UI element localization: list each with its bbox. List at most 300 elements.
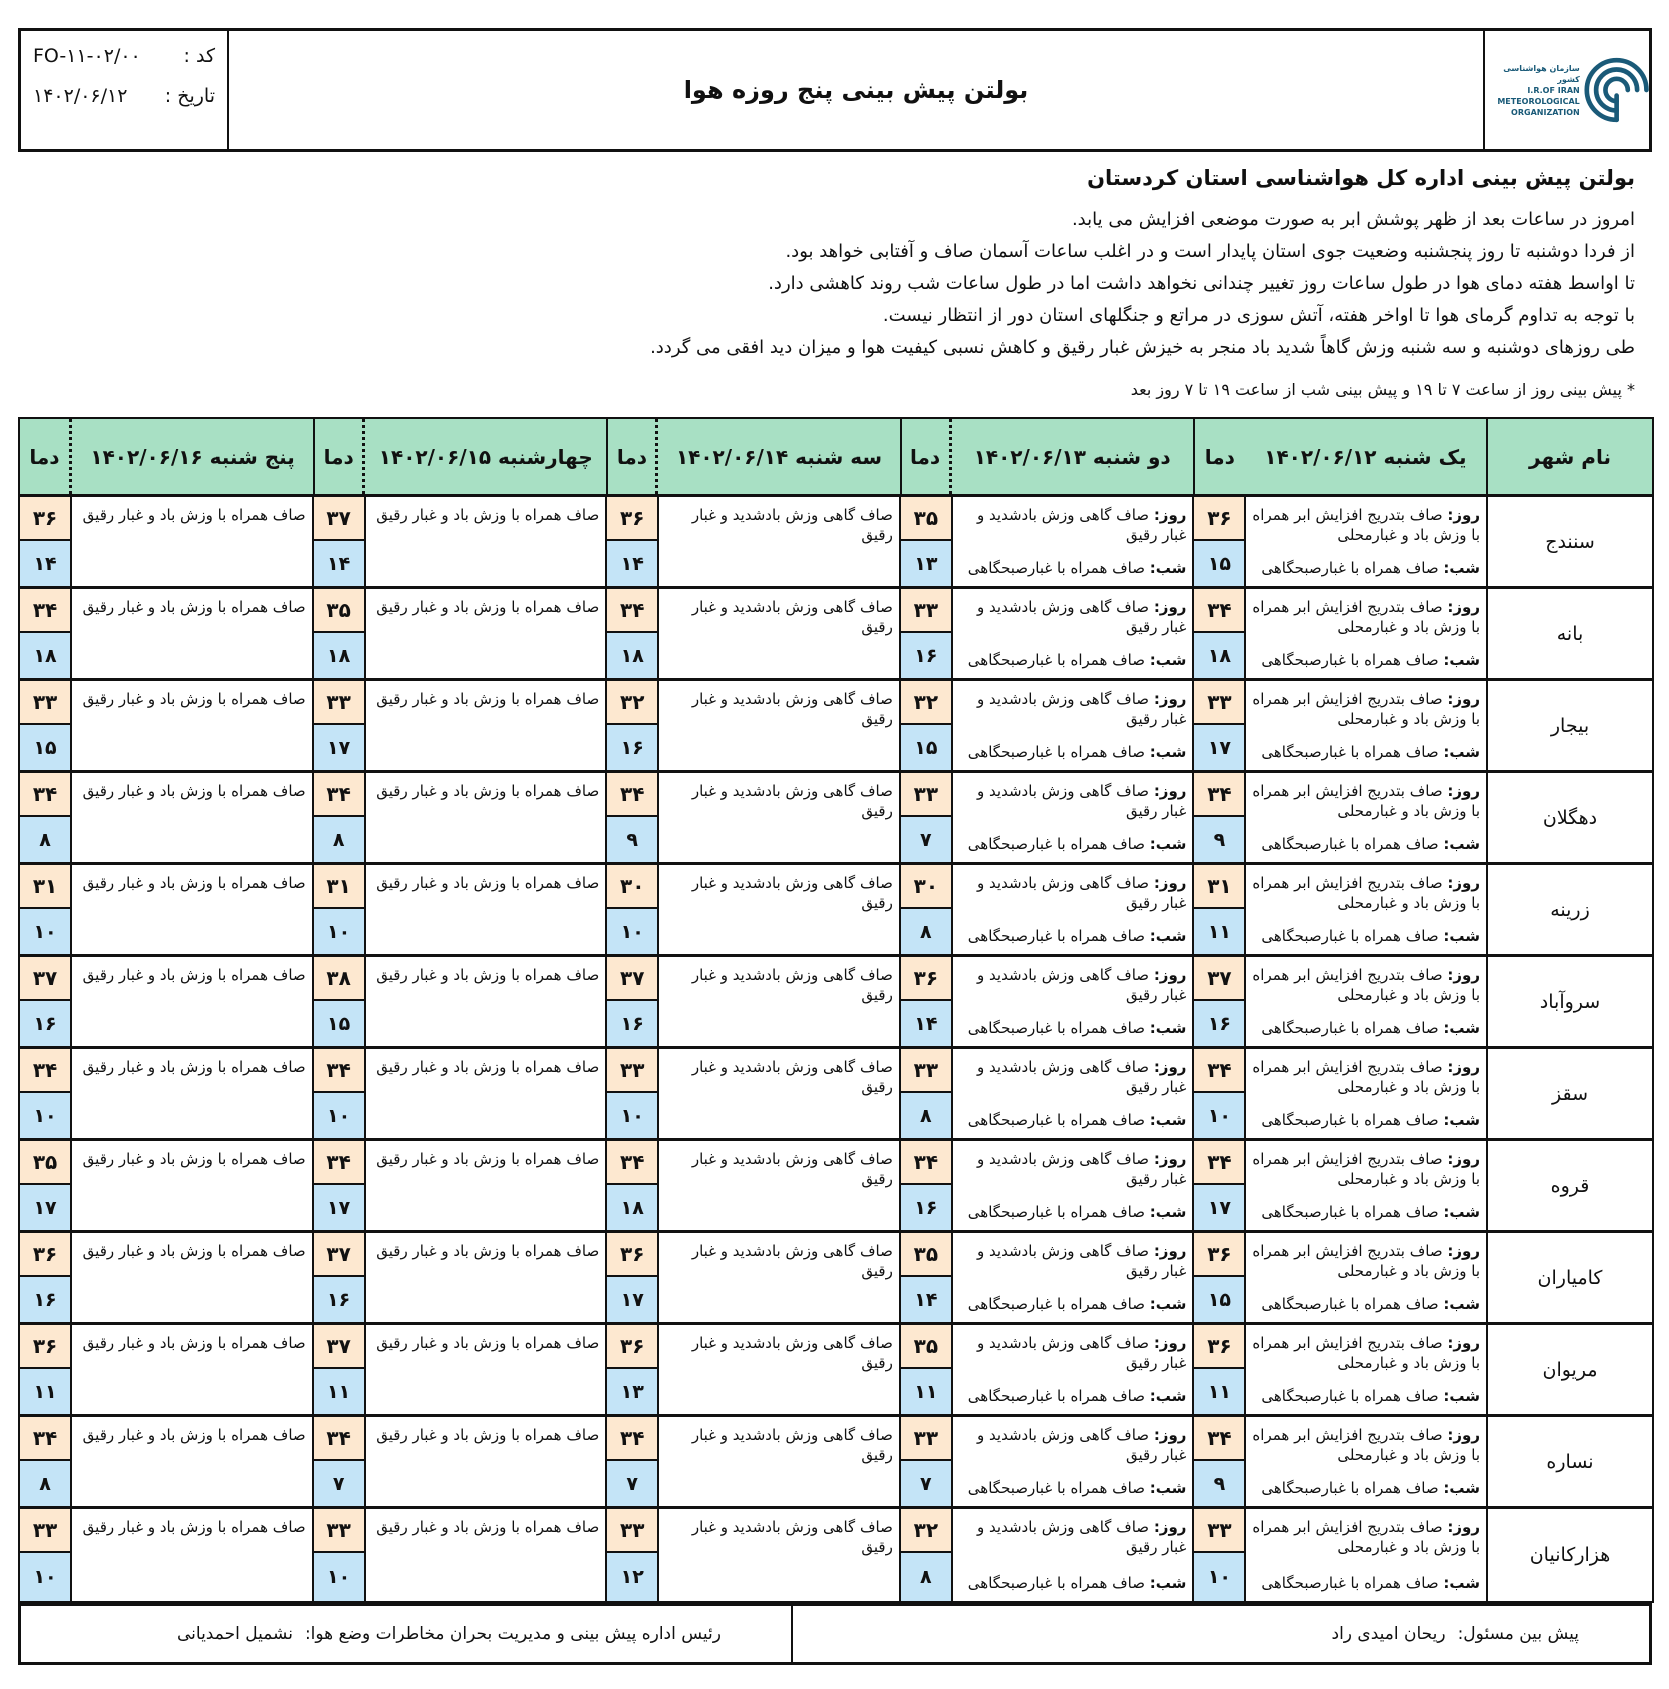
- min-temperature: ۱۶: [607, 725, 657, 770]
- night-label: شب:: [1443, 1111, 1480, 1129]
- weather-description: [1246, 1325, 1486, 1414]
- day-label: روز:: [1447, 966, 1480, 984]
- temperature-cell: [20, 1233, 72, 1322]
- max-temperature: ۳۲: [607, 681, 657, 725]
- max-temperature: ۳۷: [314, 1325, 364, 1369]
- max-temperature: ۳۶: [901, 957, 951, 1001]
- night-text: صاف همراه با غبارصبحگاهی: [967, 1111, 1145, 1129]
- temp-column-header: دما: [20, 419, 72, 494]
- day-forecast-cell: [605, 1417, 899, 1506]
- night-label: شب:: [1443, 927, 1480, 945]
- weather-description: [953, 1141, 1193, 1230]
- night-text: صاف همراه با غبارصبحگاهی: [1261, 559, 1439, 577]
- day-label: روز:: [1153, 690, 1187, 708]
- max-temperature: ۳۳: [901, 1417, 951, 1461]
- max-temperature: ۳۶: [607, 497, 657, 541]
- day-label: روز:: [1447, 782, 1480, 800]
- max-temperature: ۳۵: [901, 1233, 951, 1277]
- night-label: شب:: [1443, 1203, 1480, 1221]
- table-row: [20, 681, 1652, 773]
- day-description: [959, 781, 1187, 821]
- description-text: صاف همراه با وزش باد و غبار رقیق: [82, 1058, 306, 1076]
- weather-description: [1246, 681, 1486, 770]
- description-text: صاف گاهی وزش بادشدید و غبار رقیق: [691, 1150, 893, 1188]
- night-text: صاف همراه با غبارصبحگاهی: [967, 651, 1145, 669]
- description-text: صاف گاهی وزش بادشدید و غبار رقیق: [691, 1242, 893, 1280]
- day-description: [959, 1425, 1187, 1465]
- max-temperature: ۳۷: [1194, 957, 1244, 1001]
- day-label: روز:: [1447, 1426, 1480, 1444]
- day-forecast-cell: [20, 1049, 312, 1138]
- max-temperature: ۳۰: [901, 865, 951, 909]
- description-text: صاف همراه با وزش باد و غبار رقیق: [376, 1334, 600, 1352]
- max-temperature: ۳۳: [901, 589, 951, 633]
- weather-description: [659, 773, 899, 862]
- night-description: [1261, 1573, 1480, 1593]
- temperature-cell: [314, 1141, 366, 1230]
- day-forecast-cell: [20, 1509, 312, 1601]
- weather-description: [1246, 1509, 1486, 1601]
- max-temperature: ۳۵: [901, 497, 951, 541]
- temperature-cell: [1194, 865, 1246, 954]
- min-temperature: ۱۷: [20, 1185, 70, 1230]
- temperature-cell: [20, 773, 72, 862]
- night-text: صاف همراه با غبارصبحگاهی: [1261, 1295, 1439, 1313]
- day-label: روز:: [1447, 690, 1480, 708]
- bulletin-title: بولتن پیش بینی اداره کل هواشناسی استان کردستان: [1087, 166, 1635, 190]
- weather-description: [1246, 497, 1486, 586]
- day-text: صاف گاهی وزش بادشدید و غبار رقیق: [977, 598, 1187, 636]
- min-temperature: ۱۸: [314, 633, 364, 678]
- weather-description: [659, 497, 899, 586]
- weather-description: [366, 497, 606, 586]
- day-label: روز:: [1153, 1242, 1187, 1260]
- night-description: [1261, 1110, 1480, 1130]
- temperature-cell: [314, 1509, 366, 1601]
- day-description: [959, 597, 1187, 637]
- night-label: شب:: [1443, 1387, 1480, 1405]
- min-temperature: ۱۵: [1194, 541, 1244, 586]
- day-forecast-cell: [605, 865, 899, 954]
- day-forecast-cell: [312, 1049, 606, 1138]
- day-forecast-cell: [312, 1509, 606, 1601]
- temperature-cell: [20, 1509, 72, 1601]
- description-text: صاف همراه با وزش باد و غبار رقیق: [82, 1242, 306, 1260]
- temperature-cell: [607, 1509, 659, 1601]
- min-temperature: ۱۸: [607, 1185, 657, 1230]
- max-temperature: ۳۴: [1194, 773, 1244, 817]
- night-description: [968, 650, 1187, 670]
- max-temperature: ۳۴: [1194, 1417, 1244, 1461]
- day-forecast-cell: [1192, 497, 1486, 586]
- date-value: ۱۴۰۲/۰۶/۱۲: [33, 85, 128, 107]
- city-column-header: نام شهر: [1486, 419, 1652, 494]
- code-value: FO-۱۱-۰۲/۰۰: [33, 45, 141, 67]
- day-label: روز:: [1447, 874, 1480, 892]
- day-description: [1252, 1425, 1480, 1465]
- bulletin-line: از فردا دوشنبه تا روز پنجشنبه وضعیت جوی استان پایدار است و در اغلب ساعات آسمان صاف و آفتابی خواهد بود.: [785, 241, 1635, 262]
- min-temperature: ۸: [20, 1461, 70, 1506]
- code-date-box: [21, 31, 229, 149]
- day-column-header: پنج شنبه ۱۴۰۲/۰۶/۱۶: [90, 444, 295, 469]
- day-description: [1252, 1517, 1480, 1557]
- night-description: [1261, 1018, 1480, 1038]
- table-body: [20, 497, 1652, 1601]
- min-temperature: ۱۶: [607, 1001, 657, 1046]
- city-name: سروآباد: [1486, 957, 1652, 1046]
- temperature-cell: [20, 497, 72, 586]
- table-row: [20, 957, 1652, 1049]
- min-temperature: ۱۰: [20, 909, 70, 954]
- day-forecast-cell: [1192, 773, 1486, 862]
- min-temperature: ۸: [901, 1093, 951, 1138]
- temperature-cell: [607, 1141, 659, 1230]
- temperature-cell: [901, 773, 953, 862]
- temperature-cell: [1194, 681, 1246, 770]
- min-temperature: ۱۰: [314, 1093, 364, 1138]
- night-label: شب:: [1149, 651, 1187, 669]
- day-text: صاف بتدریج افزایش ابر همراه با وزش باد و غبارمحلی: [1252, 966, 1480, 1004]
- weather-description: [659, 1325, 899, 1414]
- night-label: شب:: [1443, 1479, 1480, 1497]
- table-header: [20, 419, 1652, 497]
- day-text: صاف گاهی وزش بادشدید و غبار رقیق: [977, 1150, 1187, 1188]
- description-text: صاف گاهی وزش بادشدید و غبار رقیق: [691, 1334, 893, 1372]
- day-forecast-cell: [899, 773, 1193, 862]
- day-forecast-cell: [20, 497, 312, 586]
- day-forecast-cell: [899, 1049, 1193, 1138]
- temperature-cell: [1194, 1141, 1246, 1230]
- city-name: کامیاران: [1486, 1233, 1652, 1322]
- temperature-cell: [314, 1049, 366, 1138]
- day-text: صاف گاهی وزش بادشدید و غبار رقیق: [977, 1426, 1187, 1464]
- description-text: صاف گاهی وزش بادشدید و غبار رقیق: [691, 598, 893, 636]
- day-text: صاف گاهی وزش بادشدید و غبار رقیق: [977, 506, 1187, 544]
- max-temperature: ۳۵: [20, 1141, 70, 1185]
- day-forecast-cell: [312, 1417, 606, 1506]
- weather-description: [953, 1417, 1193, 1506]
- logo-en-1: I.R.OF IRAN: [1527, 85, 1580, 95]
- table-row: [20, 1325, 1652, 1417]
- code-line: [33, 45, 215, 67]
- day-forecast-cell: [1192, 957, 1486, 1046]
- bulletin-line: تا اواسط هفته دمای هوا در طول ساعات روز تغییر چندانی نخواهد داشت اما در طول ساعات شب روند کاهشی دارد.: [768, 273, 1635, 294]
- weather-description: [72, 1141, 312, 1230]
- logo-en-3: ORGANIZATION: [1511, 107, 1580, 117]
- night-description: [1261, 926, 1480, 946]
- night-description: [968, 1018, 1187, 1038]
- night-description: [968, 926, 1187, 946]
- min-temperature: ۱۰: [314, 1553, 364, 1601]
- day-label: روز:: [1153, 1518, 1187, 1536]
- day-label: روز:: [1447, 1150, 1480, 1168]
- night-text: صاف همراه با غبارصبحگاهی: [1261, 1019, 1439, 1037]
- temperature-cell: [901, 1325, 953, 1414]
- max-temperature: ۳۱: [20, 865, 70, 909]
- max-temperature: ۳۱: [1194, 865, 1244, 909]
- description-text: صاف همراه با وزش باد و غبار رقیق: [376, 1426, 600, 1444]
- min-temperature: ۱۷: [607, 1277, 657, 1322]
- temperature-cell: [607, 957, 659, 1046]
- night-label: شب:: [1443, 743, 1480, 761]
- temp-column-header: دما: [313, 419, 365, 494]
- day-description: [959, 1333, 1187, 1373]
- city-name: هزارکانیان: [1486, 1509, 1652, 1601]
- night-label: شب:: [1443, 1574, 1480, 1592]
- temperature-cell: [1194, 1233, 1246, 1322]
- min-temperature: ۱۵: [901, 725, 951, 770]
- min-temperature: ۷: [901, 1461, 951, 1506]
- temperature-cell: [901, 1049, 953, 1138]
- description-text: صاف گاهی وزش بادشدید و غبار رقیق: [691, 1518, 893, 1556]
- weather-description: [1246, 865, 1486, 954]
- night-label: شب:: [1149, 1479, 1187, 1497]
- max-temperature: ۳۶: [20, 497, 70, 541]
- day-forecast-cell: [605, 957, 899, 1046]
- temperature-cell: [314, 865, 366, 954]
- day-text: صاف گاهی وزش بادشدید و غبار رقیق: [977, 966, 1187, 1004]
- temperature-cell: [607, 589, 659, 678]
- min-temperature: ۸: [901, 1553, 951, 1601]
- max-temperature: ۳۶: [20, 1233, 70, 1277]
- weather-description: [659, 957, 899, 1046]
- day-label: روز:: [1153, 1058, 1187, 1076]
- day-forecast-cell: [1192, 865, 1486, 954]
- night-text: صاف همراه با غبارصبحگاهی: [967, 559, 1145, 577]
- table-row: [20, 589, 1652, 681]
- max-temperature: ۳۵: [314, 589, 364, 633]
- weather-description: [1246, 1141, 1486, 1230]
- max-temperature: ۳۳: [20, 681, 70, 725]
- temperature-cell: [901, 681, 953, 770]
- day-forecast-cell: [20, 589, 312, 678]
- night-label: شب:: [1149, 835, 1187, 853]
- temperature-cell: [20, 1325, 72, 1414]
- day-label: روز:: [1153, 874, 1187, 892]
- night-description: [1261, 834, 1480, 854]
- night-text: صاف همراه با غبارصبحگاهی: [967, 1295, 1145, 1313]
- day-column-header: دو شنبه ۱۴۰۲/۰۶/۱۳: [973, 444, 1171, 469]
- weather-description: [953, 1233, 1193, 1322]
- min-temperature: ۱۲: [607, 1553, 657, 1601]
- weather-description: [1246, 1049, 1486, 1138]
- day-forecast-cell: [899, 497, 1193, 586]
- max-temperature: ۳۳: [607, 1509, 657, 1553]
- bulletin-line: امروز در ساعات بعد از ظهر پوشش ابر به صورت موضعی افزایش می یابد.: [1071, 209, 1635, 230]
- min-temperature: ۱۴: [20, 541, 70, 586]
- day-forecast-cell: [1192, 1325, 1486, 1414]
- min-temperature: ۱۰: [1194, 1553, 1244, 1601]
- night-label: شب:: [1443, 1295, 1480, 1313]
- min-temperature: ۷: [314, 1461, 364, 1506]
- day-column-header: یک شنبه ۱۴۰۲/۰۶/۱۲: [1264, 444, 1467, 469]
- day-forecast-cell: [605, 589, 899, 678]
- temp-column-header: دما: [606, 419, 658, 494]
- date-line: [33, 85, 215, 107]
- day-forecast-cell: [1192, 1509, 1486, 1601]
- temperature-cell: [1194, 1325, 1246, 1414]
- night-text: صاف همراه با غبارصبحگاهی: [1261, 1203, 1439, 1221]
- weather-description: [72, 1417, 312, 1506]
- day-text: صاف گاهی وزش بادشدید و غبار رقیق: [977, 1242, 1187, 1280]
- day-description: [1252, 1241, 1480, 1281]
- weather-description: [366, 957, 606, 1046]
- weather-description: [366, 681, 606, 770]
- description-text: صاف همراه با وزش باد و غبار رقیق: [82, 1334, 306, 1352]
- day-text: صاف گاهی وزش بادشدید و غبار رقیق: [977, 782, 1187, 820]
- min-temperature: ۱۵: [20, 725, 70, 770]
- night-text: صاف همراه با غبارصبحگاهی: [1261, 743, 1439, 761]
- logo-fa: سازمان هواشناسی کشور: [1503, 63, 1580, 84]
- temperature-cell: [607, 1049, 659, 1138]
- description-text: صاف گاهی وزش بادشدید و غبار رقیق: [691, 506, 893, 544]
- day-forecast-cell: [20, 1233, 312, 1322]
- night-description: [968, 1478, 1187, 1498]
- max-temperature: ۳۴: [314, 1141, 364, 1185]
- temperature-cell: [20, 865, 72, 954]
- description-text: صاف همراه با وزش باد و غبار رقیق: [376, 782, 600, 800]
- description-text: صاف گاهی وزش بادشدید و غبار رقیق: [691, 1058, 893, 1096]
- description-text: صاف گاهی وزش بادشدید و غبار رقیق: [691, 966, 893, 1004]
- night-text: صاف همراه با غبارصبحگاهی: [1261, 1574, 1439, 1592]
- min-temperature: ۸: [901, 909, 951, 954]
- max-temperature: ۳۴: [314, 773, 364, 817]
- description-text: صاف همراه با وزش باد و غبار رقیق: [82, 690, 306, 708]
- description-text: صاف همراه با وزش باد و غبار رقیق: [82, 966, 306, 984]
- night-description: [968, 1202, 1187, 1222]
- night-label: شب:: [1149, 1203, 1187, 1221]
- max-temperature: ۳۳: [1194, 681, 1244, 725]
- day-text: صاف بتدریج افزایش ابر همراه با وزش باد و غبارمحلی: [1252, 1334, 1480, 1372]
- description-text: صاف همراه با وزش باد و غبار رقیق: [376, 1518, 600, 1536]
- night-text: صاف همراه با غبارصبحگاهی: [967, 1574, 1145, 1592]
- weather-description: [953, 957, 1193, 1046]
- day-forecast-cell: [899, 681, 1193, 770]
- day-description: [959, 1241, 1187, 1281]
- day-forecast-cell: [899, 957, 1193, 1046]
- max-temperature: ۳۷: [314, 1233, 364, 1277]
- temperature-cell: [314, 497, 366, 586]
- weather-description: [659, 1509, 899, 1601]
- max-temperature: ۳۴: [20, 1049, 70, 1093]
- weather-description: [366, 1141, 606, 1230]
- temperature-cell: [314, 1325, 366, 1414]
- temp-column-header: دما: [1193, 419, 1245, 494]
- day-label: روز:: [1153, 598, 1187, 616]
- temperature-cell: [901, 865, 953, 954]
- weather-description: [72, 1509, 312, 1601]
- logo-en-2: METEOROLOGICAL: [1497, 96, 1580, 106]
- min-temperature: ۱۰: [1194, 1093, 1244, 1138]
- weather-description: [953, 865, 1193, 954]
- min-temperature: ۹: [1194, 1461, 1244, 1506]
- night-description: [1261, 1386, 1480, 1406]
- max-temperature: ۳۶: [607, 1325, 657, 1369]
- logo-text: [1485, 63, 1580, 118]
- max-temperature: ۳۳: [314, 1509, 364, 1553]
- day-forecast-cell: [605, 1509, 899, 1601]
- night-description: [968, 558, 1187, 578]
- min-temperature: ۱۴: [901, 1001, 951, 1046]
- weather-description: [659, 865, 899, 954]
- night-text: صاف همراه با غبارصبحگاهی: [967, 927, 1145, 945]
- day-label: روز:: [1153, 506, 1187, 524]
- temperature-cell: [901, 1141, 953, 1230]
- day-forecast-cell: [1192, 589, 1486, 678]
- day-description: [1252, 781, 1480, 821]
- day-forecast-cell: [1192, 1049, 1486, 1138]
- min-temperature: ۸: [314, 817, 364, 862]
- day-forecast-cell: [605, 1141, 899, 1230]
- bulletin-line: طی روزهای دوشنبه و سه شنبه وزش گاهاً شدید باد منجر به خیزش غبار رقیق و کاهش نسبی کیفیت هوا و میزان دید افقی می گردد.: [650, 337, 1635, 358]
- head-cell: [21, 1606, 791, 1662]
- temperature-cell: [1194, 1417, 1246, 1506]
- night-label: شب:: [1149, 927, 1187, 945]
- max-temperature: ۳۴: [607, 1417, 657, 1461]
- day-label: روز:: [1153, 966, 1187, 984]
- night-label: شب:: [1149, 559, 1187, 577]
- day-text: صاف گاهی وزش بادشدید و غبار رقیق: [977, 1058, 1187, 1096]
- weather-description: [953, 497, 1193, 586]
- weather-description: [366, 865, 606, 954]
- min-temperature: ۱۱: [1194, 1369, 1244, 1414]
- meteorological-organization-logo-icon: [1584, 52, 1649, 128]
- night-description: [968, 1573, 1187, 1593]
- logo: [1483, 31, 1649, 149]
- temperature-cell: [607, 773, 659, 862]
- weather-description: [72, 957, 312, 1046]
- temperature-cell: [901, 1417, 953, 1506]
- day-forecast-cell: [1192, 1233, 1486, 1322]
- weather-description: [953, 589, 1193, 678]
- night-label: شب:: [1149, 1111, 1187, 1129]
- day-text: صاف بتدریج افزایش ابر همراه با وزش باد و غبارمحلی: [1252, 1518, 1480, 1556]
- day-label: روز:: [1447, 506, 1480, 524]
- max-temperature: ۳۲: [901, 1509, 951, 1553]
- day-forecast-cell: [20, 1325, 312, 1414]
- table-row: [20, 1049, 1652, 1141]
- min-temperature: ۱۶: [901, 633, 951, 678]
- max-temperature: ۳۷: [20, 957, 70, 1001]
- night-text: صاف همراه با غبارصبحگاهی: [1261, 1387, 1439, 1405]
- max-temperature: ۳۶: [607, 1233, 657, 1277]
- min-temperature: ۱۸: [20, 633, 70, 678]
- day-text: صاف گاهی وزش بادشدید و غبار رقیق: [977, 1334, 1187, 1372]
- day-forecast-cell: [20, 865, 312, 954]
- temperature-cell: [314, 1417, 366, 1506]
- day-description: [959, 1517, 1187, 1557]
- description-text: صاف همراه با وزش باد و غبار رقیق: [82, 874, 306, 892]
- max-temperature: ۳۶: [20, 1325, 70, 1369]
- max-temperature: ۳۴: [1194, 589, 1244, 633]
- weather-description: [1246, 773, 1486, 862]
- day-description: [1252, 505, 1480, 545]
- document-header: [18, 28, 1652, 152]
- description-text: صاف همراه با وزش باد و غبار رقیق: [82, 598, 306, 616]
- weather-description: [366, 589, 606, 678]
- min-temperature: ۱۱: [901, 1369, 951, 1414]
- city-name: قروه: [1486, 1141, 1652, 1230]
- min-temperature: ۱۴: [607, 541, 657, 586]
- day-description: [959, 1149, 1187, 1189]
- day-label: روز:: [1153, 782, 1187, 800]
- min-temperature: ۱۳: [901, 541, 951, 586]
- temperature-cell: [314, 957, 366, 1046]
- night-text: صاف همراه با غبارصبحگاهی: [967, 1387, 1145, 1405]
- day-forecast-cell: [312, 589, 606, 678]
- temperature-cell: [20, 1141, 72, 1230]
- day-description: [959, 689, 1187, 729]
